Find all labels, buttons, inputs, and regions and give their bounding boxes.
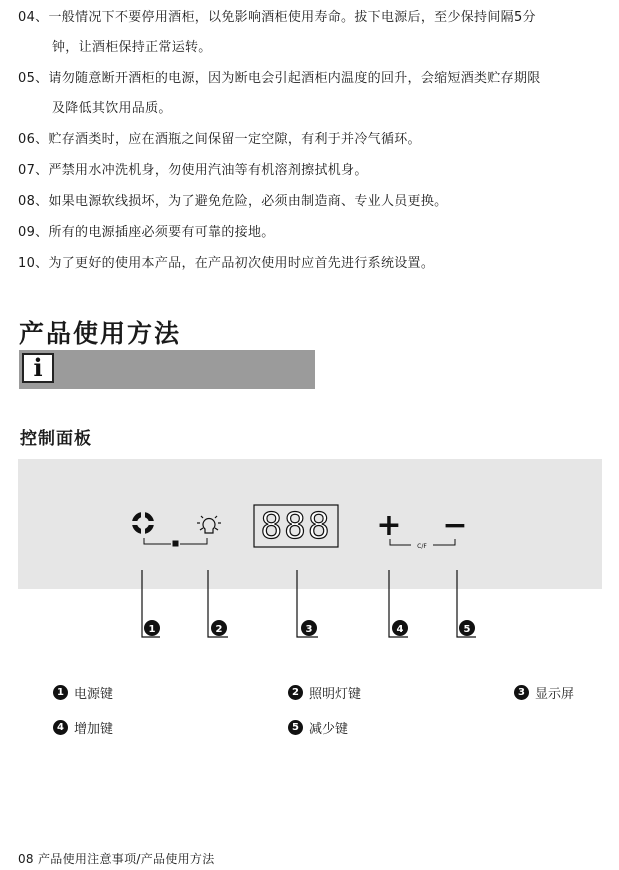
callout-number-3: 3: [305, 624, 313, 635]
page-footer: 08 产品使用注意事项/产品使用方法: [18, 852, 215, 866]
note-07: 07、严禁用水冲洗机身，勿使用汽油等有机溶剂擦拭机身。: [18, 163, 368, 178]
panel-title: 控制面板: [20, 429, 92, 449]
cf-label: C/F: [417, 543, 427, 550]
legend-light-key: [288, 683, 361, 702]
legend-label: 减少键: [309, 722, 349, 737]
note-04-line1: 04、一般情况下不要停用酒柜，以免影响酒柜使用寿命。拔下电源后，至少保持间隔5分: [18, 10, 536, 25]
legend-number: 5: [288, 720, 303, 735]
note-05-line2: 及降低其饮用品质。: [52, 101, 172, 116]
lock-bracket: [144, 538, 207, 546]
note-05-line1: 05、请勿随意断开酒柜的电源，因为断电会引起酒柜内温度的回升，会缩短酒类贮存期限: [18, 71, 541, 86]
legend-number: 3: [514, 685, 529, 700]
legend-number: 4: [53, 720, 68, 735]
legend-number: 2: [288, 685, 303, 700]
legend-label: 增加键: [74, 722, 114, 737]
callout-number-1: 1: [148, 624, 156, 635]
legend-decrease-key: [288, 718, 348, 737]
power-icon: [131, 511, 155, 535]
display-digits: 888: [260, 506, 332, 547]
note-04-line2: 钟，让酒柜保持正常运转。: [52, 40, 212, 55]
plus-key[interactable]: +: [376, 508, 402, 543]
light-bulb-icon: [197, 516, 221, 533]
legend-label: 显示屏: [535, 687, 575, 702]
legend-label: 照明灯键: [309, 687, 362, 702]
legend-number: 1: [53, 685, 68, 700]
legend-display: [514, 683, 574, 702]
callout-number-2: 2: [215, 624, 223, 635]
note-09: 09、所有的电源插座必须要有可靠的接地。: [18, 225, 275, 240]
minus-key[interactable]: −: [442, 508, 468, 543]
legend-increase-key: [53, 718, 113, 737]
note-08: 08、如果电源软线损坏，为了避免危险，必须由制造商、专业人员更换。: [18, 194, 448, 209]
info-icon: i: [22, 353, 54, 383]
note-10: 10、为了更好的使用本产品，在产品初次使用时应首先进行系统设置。: [18, 256, 435, 271]
section-title: 产品使用方法: [19, 319, 182, 348]
legend-label: 电源键: [74, 687, 114, 702]
callout-number-4: 4: [396, 624, 404, 635]
callout-number-5: 5: [463, 624, 471, 635]
legend-power-key: [53, 683, 113, 702]
note-06: 06、贮存酒类时，应在酒瓶之间保留一定空隙，有利于并冷气循环。: [18, 132, 421, 147]
